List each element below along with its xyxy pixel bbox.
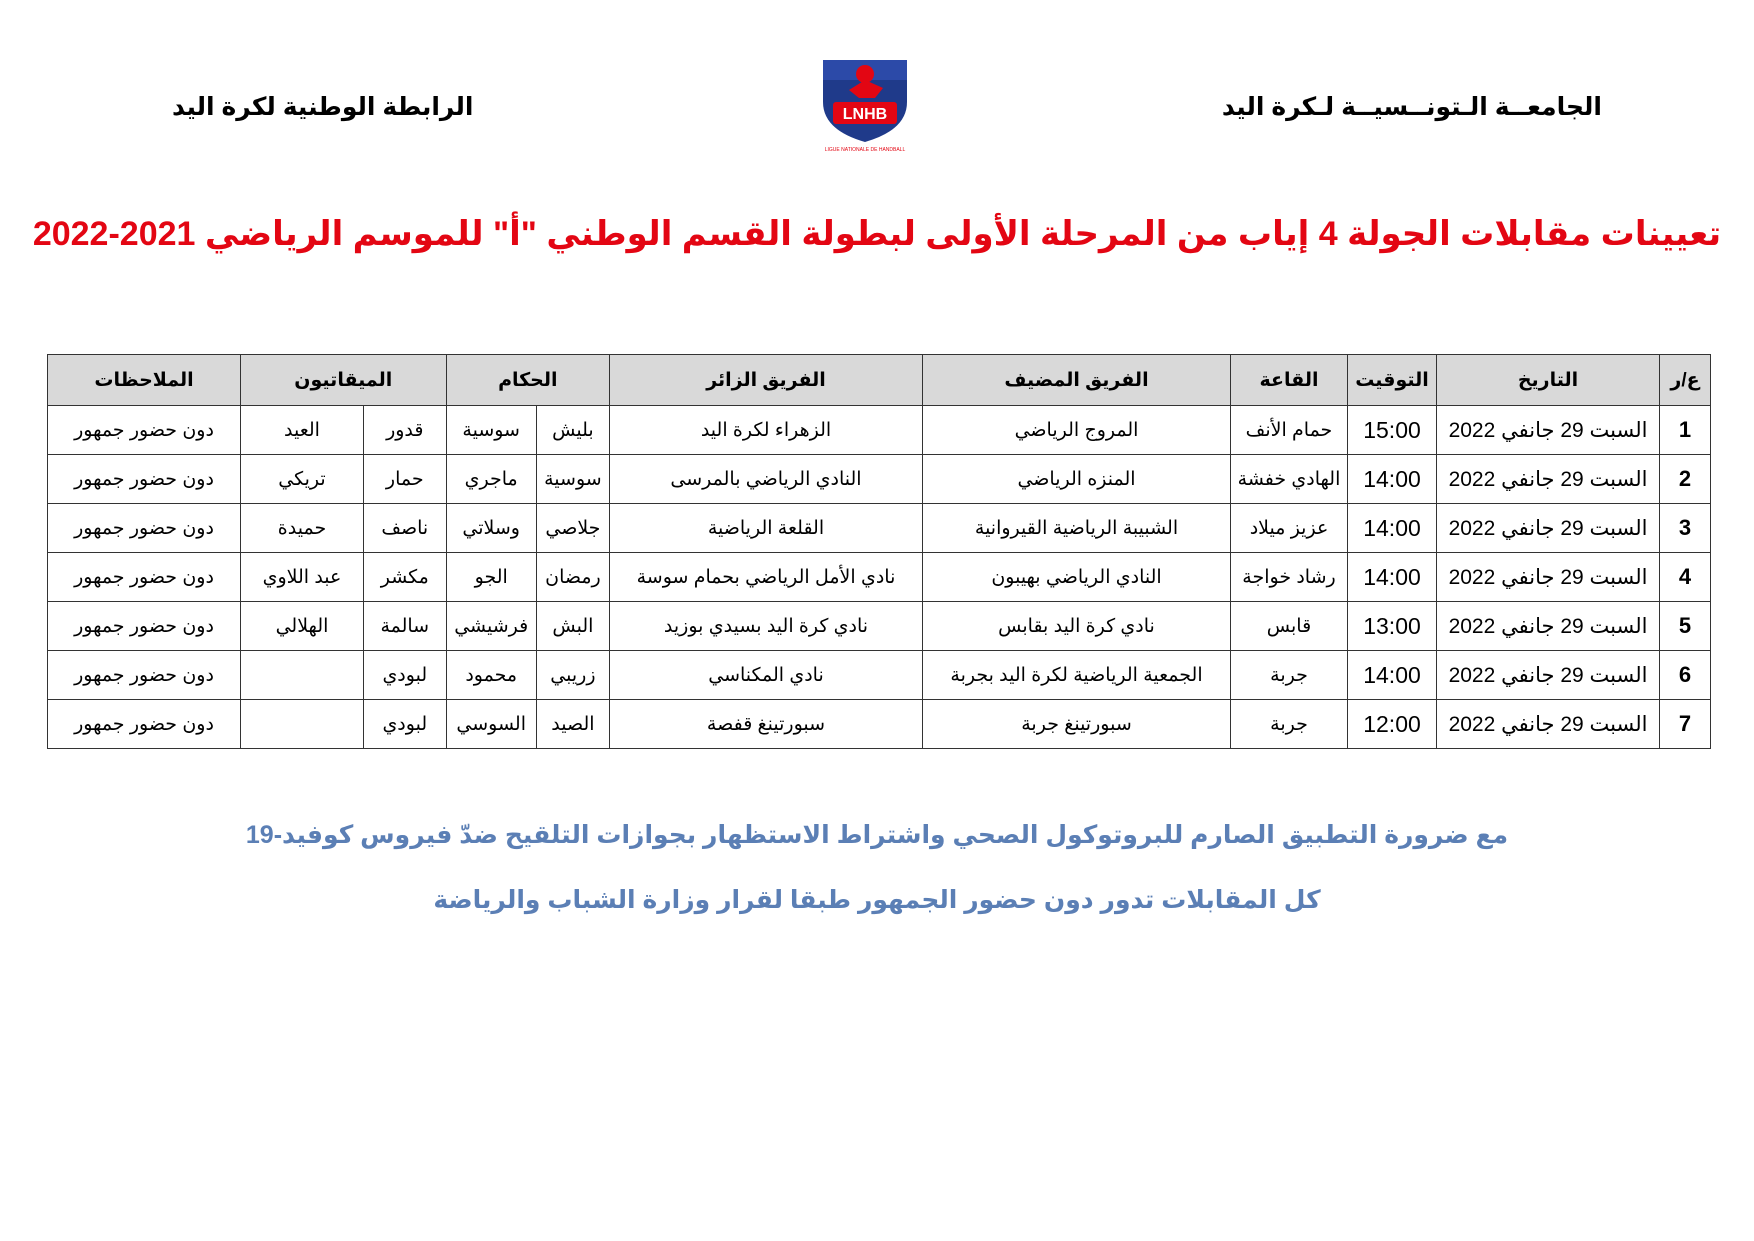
row-num: 5 — [1660, 602, 1711, 651]
row-tk2: عبد اللاوي — [241, 553, 364, 602]
row-date: السبت 29 جانفي 2022 — [1437, 504, 1660, 553]
row-time: 14:00 — [1348, 504, 1437, 553]
row-time: 14:00 — [1348, 455, 1437, 504]
col-referees: الحكام — [446, 355, 609, 406]
table-row — [48, 700, 1711, 749]
table-row — [48, 553, 1711, 602]
row-home: الشبيبة الرياضية القيروانية — [923, 504, 1231, 553]
row-ref2: سوسية — [446, 406, 536, 455]
col-away: الفريق الزائر — [610, 355, 923, 406]
schedule-table — [47, 354, 1711, 749]
row-tk1: ناصف — [363, 504, 446, 553]
row-time: 14:00 — [1348, 651, 1437, 700]
row-tk1: مكشر — [363, 553, 446, 602]
row-num: 7 — [1660, 700, 1711, 749]
row-venue: رشاد خواجة — [1231, 553, 1348, 602]
health-protocol-note: مع ضرورة التطبيق الصارم للبروتوكول الصحي واشتراط الاستظهار بجوازات التلقيح ضدّ فيروس كوفيد-19 — [245, 821, 1509, 849]
row-away: القلعة الرياضية — [610, 504, 923, 553]
row-venue: عزيز ميلاد — [1231, 504, 1348, 553]
row-tk2: العيد — [241, 406, 364, 455]
row-ref2: فرشيشي — [446, 602, 536, 651]
row-away: نادي المكناسي — [610, 651, 923, 700]
row-tk2 — [241, 700, 364, 749]
row-note: دون حضور جمهور — [48, 504, 241, 553]
row-tk2: حميدة — [241, 504, 364, 553]
row-ref2: وسلاتي — [446, 504, 536, 553]
col-timekeepers: الميقاتيون — [241, 355, 447, 406]
row-num: 1 — [1660, 406, 1711, 455]
lnhb-logo — [815, 50, 915, 155]
row-time: 14:00 — [1348, 553, 1437, 602]
row-tk2 — [241, 651, 364, 700]
row-ref1: البش — [536, 602, 609, 651]
row-note: دون حضور جمهور — [48, 553, 241, 602]
row-tk2: تريكي — [241, 455, 364, 504]
row-ref1: الصيد — [536, 700, 609, 749]
col-home: الفريق المضيف — [923, 355, 1231, 406]
row-home: سبورتينغ جربة — [923, 700, 1231, 749]
row-away: نادي الأمل الرياضي بحمام سوسة — [610, 553, 923, 602]
row-home: المنزه الرياضي — [923, 455, 1231, 504]
row-ref2: محمود — [446, 651, 536, 700]
row-date: السبت 29 جانفي 2022 — [1437, 700, 1660, 749]
row-home: نادي كرة اليد بقابس — [923, 602, 1231, 651]
federation-name: الجامعــة الـتونــسيــة لـكرة اليد — [1221, 93, 1602, 121]
row-ref1: جلاصي — [536, 504, 609, 553]
row-time: 13:00 — [1348, 602, 1437, 651]
lnhb-shield-icon — [815, 50, 915, 155]
table-row — [48, 602, 1711, 651]
row-away: الزهراء لكرة اليد — [610, 406, 923, 455]
row-note: دون حضور جمهور — [48, 700, 241, 749]
row-num: 3 — [1660, 504, 1711, 553]
row-tk1: حمار — [363, 455, 446, 504]
row-note: دون حضور جمهور — [48, 651, 241, 700]
row-time: 12:00 — [1348, 700, 1437, 749]
row-home: الجمعية الرياضية لكرة اليد بجربة — [923, 651, 1231, 700]
col-notes: الملاحظات — [48, 355, 241, 406]
row-tk1: لبودي — [363, 651, 446, 700]
row-away: النادي الرياضي بالمرسى — [610, 455, 923, 504]
league-name: الرابطة الوطنية لكرة اليد — [172, 93, 474, 121]
row-num: 4 — [1660, 553, 1711, 602]
page-title: تعيينات مقابلات الجولة 4 إياب من المرحلة الأولى لبطولة القسم الوطني "أ" للموسم الرياضي 2021-2022 — [32, 215, 1722, 253]
row-date: السبت 29 جانفي 2022 — [1437, 602, 1660, 651]
no-audience-note: كل المقابلات تدور دون حضور الجمهور طبقا لقرار وزارة الشباب والرياضة — [433, 886, 1321, 914]
row-ref2: الجو — [446, 553, 536, 602]
col-num: ع/ر — [1660, 355, 1711, 406]
row-date: السبت 29 جانفي 2022 — [1437, 455, 1660, 504]
table-row — [48, 504, 1711, 553]
table-row — [48, 455, 1711, 504]
table-header-row — [48, 355, 1711, 406]
row-away: سبورتينغ قفصة — [610, 700, 923, 749]
table-row — [48, 406, 1711, 455]
row-ref1: بليش — [536, 406, 609, 455]
col-time: التوقيت — [1348, 355, 1437, 406]
row-tk1: لبودي — [363, 700, 446, 749]
col-venue: القاعة — [1231, 355, 1348, 406]
row-ref1: سوسية — [536, 455, 609, 504]
row-ref1: رمضان — [536, 553, 609, 602]
table-row — [48, 651, 1711, 700]
logo-subtext: LIGUE NATIONALE DE HANDBALL — [824, 147, 906, 153]
row-venue: الهادي خفشة — [1231, 455, 1348, 504]
row-note: دون حضور جمهور — [48, 406, 241, 455]
logo-text: LNHB — [842, 106, 888, 123]
col-date: التاريخ — [1437, 355, 1660, 406]
row-date: السبت 29 جانفي 2022 — [1437, 651, 1660, 700]
row-ref2: ماجري — [446, 455, 536, 504]
row-date: السبت 29 جانفي 2022 — [1437, 553, 1660, 602]
row-away: نادي كرة اليد بسيدي بوزيد — [610, 602, 923, 651]
row-venue: قابس — [1231, 602, 1348, 651]
row-num: 6 — [1660, 651, 1711, 700]
row-venue: حمام الأنف — [1231, 406, 1348, 455]
row-note: دون حضور جمهور — [48, 602, 241, 651]
row-time: 15:00 — [1348, 406, 1437, 455]
row-home: النادي الرياضي بهيبون — [923, 553, 1231, 602]
row-tk2: الهلالي — [241, 602, 364, 651]
row-venue: جربة — [1231, 700, 1348, 749]
row-home: المروج الرياضي — [923, 406, 1231, 455]
row-venue: جربة — [1231, 651, 1348, 700]
row-tk1: قدور — [363, 406, 446, 455]
row-ref2: السوسي — [446, 700, 536, 749]
row-date: السبت 29 جانفي 2022 — [1437, 406, 1660, 455]
row-ref1: زريبي — [536, 651, 609, 700]
row-note: دون حضور جمهور — [48, 455, 241, 504]
row-num: 2 — [1660, 455, 1711, 504]
row-tk1: سالمة — [363, 602, 446, 651]
